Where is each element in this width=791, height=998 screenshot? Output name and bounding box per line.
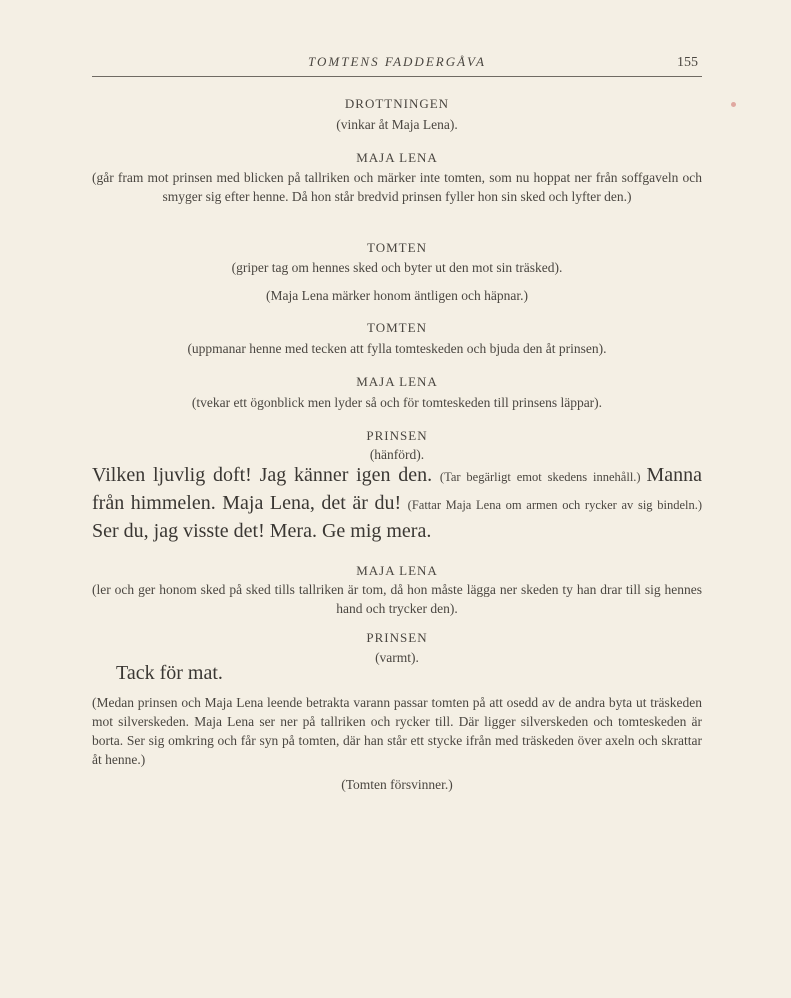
speech-line: Ser du, jag visste det! Mera. Ge mig mera.	[92, 520, 432, 542]
stage-direction: (går fram mot prinsen med blicken på tallriken och märker inte tomten, som nu hoppat ner från soffgaveln och smyger sig efter henne. Då hon står bredvid prinsen fyller hon sin sked och lyfter den.)	[92, 170, 702, 204]
speaker-maja-lena: MAJA LENA	[356, 374, 438, 389]
page-number: 155	[677, 55, 698, 70]
stage-direction: (Maja Lena märker honom äntligen och häpnar.)	[265, 288, 529, 303]
speaker-maja-lena: MAJA LENA	[356, 150, 438, 165]
speech-line: Vilken ljuvlig doft! Jag känner igen den.	[92, 464, 440, 486]
speaker-maja-lena: MAJA LENA	[356, 563, 438, 578]
stage-direction: (ler och ger honom sked på sked tills tallriken är tom, då hon måste lägga ner skeden ty han drar till sig hennes hand och trycker den).	[92, 582, 702, 616]
speaker-prinsen: PRINSEN	[366, 428, 428, 443]
stage-direction: (Tomten försvinner.)	[341, 777, 453, 792]
stage-direction: (vinkar åt Maja Lena).	[336, 117, 458, 132]
speaker-tomten: TOMTEN	[367, 240, 427, 255]
speaker-drottningen: DROTTNINGEN	[344, 96, 450, 111]
inline-direction: (Fattar Maja Lena om armen och rycker av sig bindeln.)	[407, 498, 703, 512]
ink-speck	[731, 102, 736, 107]
stage-direction-paragraph: (Medan prinsen och Maja Lena leende betrakta varann passar tomten på att osedd av de andra byta ut träskeden mot silverskeden. Maja Lena ser ner på tallriken och rycker till. Där ligger silverskeden och tomteskeden är borta. Ser sig omkring och får syn på tomten, där han står ett stycke ifrån med träskeden över axeln och skrattar åt henne.)	[92, 695, 702, 767]
inline-direction: (Tar begärligt emot skedens innehåll.)	[439, 470, 647, 484]
speaker-tomten: TOMTEN	[367, 320, 427, 335]
speaker-prinsen: PRINSEN	[366, 630, 428, 645]
running-title: TOMTENS FADDERGÅVA	[308, 54, 486, 69]
stage-direction: (griper tag om hennes sked och byter ut den mot sin träsked).	[231, 260, 563, 275]
prinsen-line: Tack för mat.	[116, 662, 223, 684]
stage-direction: (hänförd).	[369, 447, 425, 462]
running-head	[92, 50, 702, 77]
speech-line: Manna från himmelen. Maja Lena, det är du!	[92, 464, 702, 514]
stage-direction: (tvekar ett ögonblick men lyder så och för tomteskeden till prinsens läppar).	[191, 395, 603, 410]
stage-direction: (varmt).	[375, 650, 419, 665]
prinsen-speech	[92, 462, 702, 546]
stage-direction: (uppmanar henne med tecken att fylla tomteskeden och bjuda den åt prinsen).	[187, 341, 607, 356]
